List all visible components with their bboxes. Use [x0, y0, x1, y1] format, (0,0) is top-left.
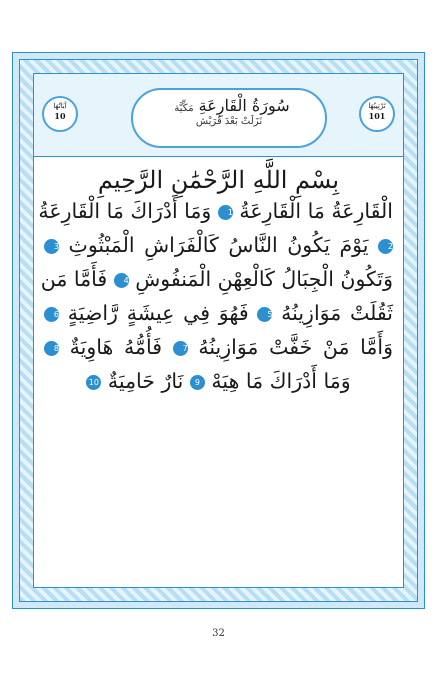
verse-line-6: [44, 364, 393, 398]
surah-title-cartouche: [131, 88, 327, 148]
verse-marker-10: 10: [86, 375, 101, 390]
verse-text: وَمَا أَدْرَاكَ مَا الْقَارِعَةُ: [38, 199, 212, 223]
verse-line-1: [38, 194, 393, 228]
basmala: بِسْمِ اللَّهِ الرَّحْمَٰنِ الرَّحِيمِ: [97, 166, 340, 194]
verse-marker-6: 6: [44, 307, 59, 322]
verse-line-3: [40, 262, 393, 296]
surah-text: [34, 156, 403, 398]
verse-text: وَأَمَّا مَنْ خَفَّتْ مَوَازِينُهُ: [198, 335, 393, 359]
verse-text: يَوْمَ يَكُونُ النَّاسُ كَالْفَرَاشِ الْمَبْثُوثِ: [68, 233, 369, 257]
surah-type: مَكِّيَّة: [174, 103, 194, 114]
verse-line-5: [44, 330, 393, 364]
verse-text: وَمَا أَدْرَاكَ مَا هِيَهْ: [211, 369, 351, 393]
verse-line-4: [44, 296, 393, 330]
surah-order-medallion: [359, 96, 395, 132]
verse-line-2: [44, 228, 393, 262]
verse-marker-3: 3: [44, 239, 59, 254]
surah-order: 101: [368, 110, 386, 121]
ornamental-border: [19, 59, 418, 602]
verse-text: فَأُمُّهُ هَاوِيَةٌ: [69, 335, 163, 359]
verse-marker-4: 4: [114, 273, 129, 288]
verse-text: فَأَمَّا مَن: [40, 267, 108, 291]
page-number: 32: [212, 628, 225, 639]
verse-marker-9: 9: [190, 375, 205, 390]
surah-header: [34, 74, 403, 157]
verse-marker-8: 8: [44, 341, 59, 356]
surah-title-line: [133, 96, 325, 115]
verse-marker-1: 1: [218, 205, 233, 220]
verse-text: ثَقُلَتْ مَوَازِينُهُ: [281, 301, 393, 325]
verse-text: فَهُوَ فِي عِيشَةٍ رَّاضِيَةٍ: [67, 301, 249, 325]
verse-text: الْقَارِعَةُ مَا الْقَارِعَةُ: [239, 199, 393, 223]
verse-count-label: آيَاتُهَا: [53, 102, 67, 110]
verse-marker-2: 2: [378, 239, 393, 254]
verse-count: 10: [54, 110, 66, 121]
verse-marker-7: 7: [173, 341, 188, 356]
verse-text: نَارٌ حَامِيَةٌ: [107, 369, 184, 393]
verse-marker-5: 5: [257, 307, 272, 322]
verse-count-medallion: [42, 96, 78, 132]
revealed-after: نَزَلَتْ بَعْدَ قُرَيْش: [195, 116, 263, 127]
surah-name: سُورَةُ الْقَارِعَةِ: [198, 96, 290, 115]
surah-order-label: تَرْتِيبُهَا: [368, 102, 386, 110]
page-content-area: [33, 73, 404, 588]
page-border-frame: [12, 52, 425, 609]
verse-text: وَتَكُونُ الْجِبَالُ كَالْعِهْنِ الْمَنفُوشِ: [135, 267, 393, 291]
